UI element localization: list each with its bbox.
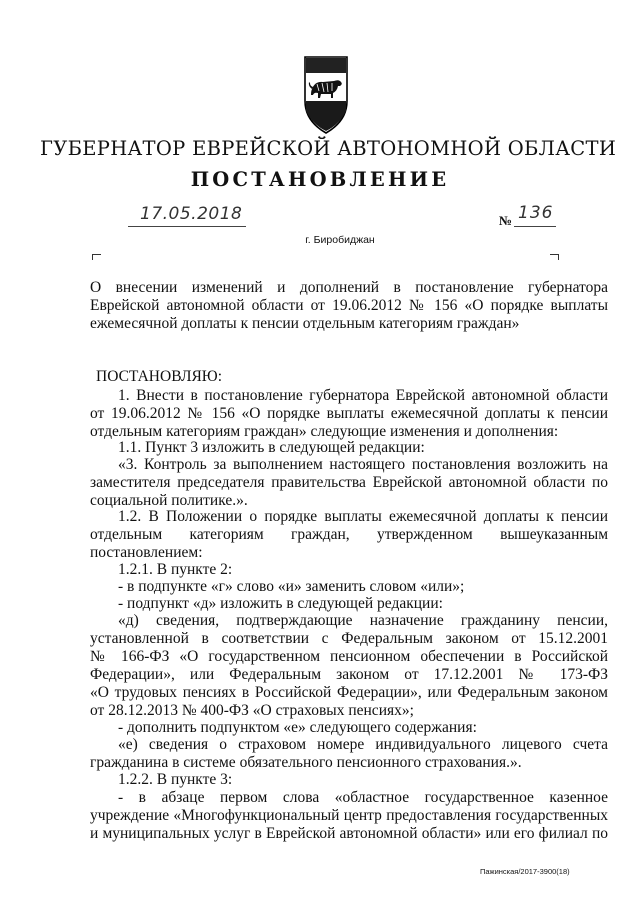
body-line: «3. Контроль за выполнением настоящего постановления возложить на bbox=[118, 456, 608, 473]
body-line: гражданина в системе обязательного пенсионного страхования.». bbox=[90, 754, 522, 771]
body-line: Федерации», или Федеральным законом от 17.12.2001 № 173-ФЗ bbox=[90, 666, 608, 683]
body-line: отдельным категориям граждан, утвержденном вышеуказанным bbox=[90, 526, 608, 543]
body-line: 1.2.2. В пункте 3: bbox=[118, 771, 233, 788]
document-date: 17.05.2018 bbox=[140, 204, 243, 224]
body-line: установленной в соответствии с Федеральным законом от 15.12.2001 bbox=[90, 630, 608, 647]
body-line: - подпункт «д» изложить в следующей редакции: bbox=[118, 595, 443, 612]
body-line: № 166-ФЗ «О государственном пенсионном обеспечении в Российской bbox=[90, 648, 608, 665]
resolve-heading: ПОСТАНОВЛЯЮ: bbox=[96, 368, 223, 385]
coat-of-arms-emblem bbox=[303, 55, 349, 135]
date-underline bbox=[128, 226, 246, 227]
body-line: - в абзаце первом слова «областное государственное казенное bbox=[118, 789, 608, 806]
body-line: 1.2. В Положении о порядке выплаты ежемесячной доплаты к пенсии bbox=[118, 508, 608, 525]
authority-heading: ГУБЕРНАТОР ЕВРЕЙСКОЙ АВТОНОМНОЙ ОБЛАСТИ bbox=[40, 137, 617, 160]
footer-reference: Пажинская/2017-3900(18) bbox=[480, 867, 570, 876]
subject-line: ежемесячной доплаты к пенсии отдельным категориям граждан» bbox=[90, 315, 520, 332]
body-line: и муниципальных услуг в Еврейской автономной области» или его филиал по bbox=[90, 825, 608, 842]
number-underline bbox=[514, 226, 556, 227]
body-line: 1. Внести в постановление губернатора Еврейской автономной области bbox=[118, 387, 608, 404]
body-line: - дополнить подпунктом «е» следующего содержания: bbox=[118, 719, 477, 736]
subject-line: Еврейской автономной области от 19.06.2012 № 156 «О порядке выплаты bbox=[90, 297, 608, 314]
body-line: социальной политике.». bbox=[90, 492, 248, 509]
number-label: № bbox=[499, 213, 513, 228]
body-line: от 28.12.2013 № 400-ФЗ «О страховых пенсиях»; bbox=[90, 702, 414, 719]
body-line: постановлением: bbox=[90, 544, 203, 561]
body-line: 1.1. Пункт 3 изложить в следующей редакции: bbox=[118, 439, 425, 456]
corner-mark-right bbox=[550, 254, 559, 260]
body-line: учреждение «Многофункциональный центр предоставления государственных bbox=[90, 807, 608, 824]
body-line: «е) сведения о страховом номере индивидуального лицевого счета bbox=[118, 736, 608, 753]
body-line: - в подпункте «г» слово «и» заменить словом «или»; bbox=[118, 578, 465, 595]
body-line: 1.2.1. В пункте 2: bbox=[118, 561, 233, 578]
body-line: «О трудовых пенсиях в Российской Федерации», или Федеральным законом bbox=[90, 684, 608, 701]
body-line: заместителя председателя правительства Еврейской автономной области по bbox=[90, 474, 608, 491]
document-number: 136 bbox=[518, 203, 554, 223]
corner-mark-left bbox=[92, 254, 101, 260]
city: г. Биробиджан bbox=[305, 234, 375, 246]
body-line: от 19.06.2012 № 156 «О порядке выплаты ежемесячной доплаты к пенсии bbox=[90, 405, 608, 422]
body-line: отдельным категориям граждан» следующие изменения и дополнения: bbox=[90, 423, 559, 440]
body-line: «д) сведения, подтверждающие назначение гражданину пенсии, bbox=[118, 612, 608, 629]
subject-line: О внесении изменений и дополнений в постановление губернатора bbox=[90, 279, 608, 296]
document-type-heading: ПОСТАНОВЛЕНИЕ bbox=[190, 168, 450, 191]
